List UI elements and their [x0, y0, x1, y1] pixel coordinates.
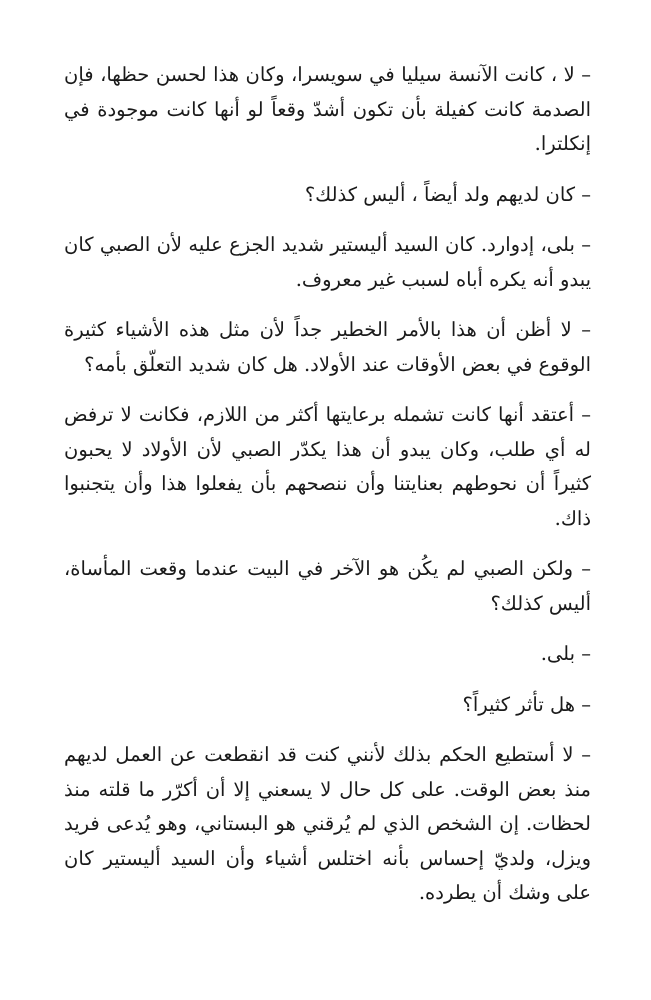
paragraph-2: – كان لديهم ولد أيضاً ، أليس كذلك؟: [304, 182, 591, 206]
document-page: [64, 58, 591, 911]
paragraph-1: – لا ، كانت الآنسة سيليا في سويسرا، وكان هذا لحسن حظها، فإن الصدمة كانت كفيلة بأن تكون أشدّ وقعاً لو أنها كانت موجودة في إنكلترا.: [64, 63, 591, 155]
paragraph-7: – بلى.: [540, 642, 591, 665]
paragraph-9: – لا أستطيع الحكم بذلك لأنني كنت قد انقطعت عن العمل لديهم منذ بعض الوقت. على كل حال لا يسعني إلا أن أكرّر ما قلته منذ لحظات. إن الشخص الذي لم يُرقني هو البستاني، وهو يُدعى فريد ويزل، ولديّ إحساس بأنه اختلس أشياء وأن السيد أليستير كان على وشك أن يطرده.: [64, 743, 591, 904]
paragraph-5: – أعتقد أنها كانت تشمله برعايتها أكثر من اللازم، فكانت لا ترفض له أي طلب، وكان يبدو أن هذا يكدّر الصبي لأن الأولاد لا يحبون كثيراً أن نحوطهم بعنايتنا وأن ننصحهم بأن يفعلوا هذا وأن يتجنبوا ذاك.: [64, 403, 591, 530]
paragraph-8: – هل تأثر كثيراً؟: [462, 692, 591, 716]
paragraph-6: – ولكن الصبي لم يكُن هو الآخر في البيت عندما وقعت المأساة، أليس كذلك؟: [64, 557, 591, 615]
paragraph-4: – لا أظن أن هذا بالأمر الخطير جداً لأن مثل هذه الأشياء كثيرة الوقوع في بعض الأوقات عند الأولاد. هل كان شديد التعلّق بأمه؟: [64, 318, 591, 376]
paragraph-3: – بلى، إدوارد. كان السيد أليستير شديد الجزع عليه لأن الصبي كان يبدو أنه يكره أباه لسبب غير معروف.: [64, 233, 591, 291]
